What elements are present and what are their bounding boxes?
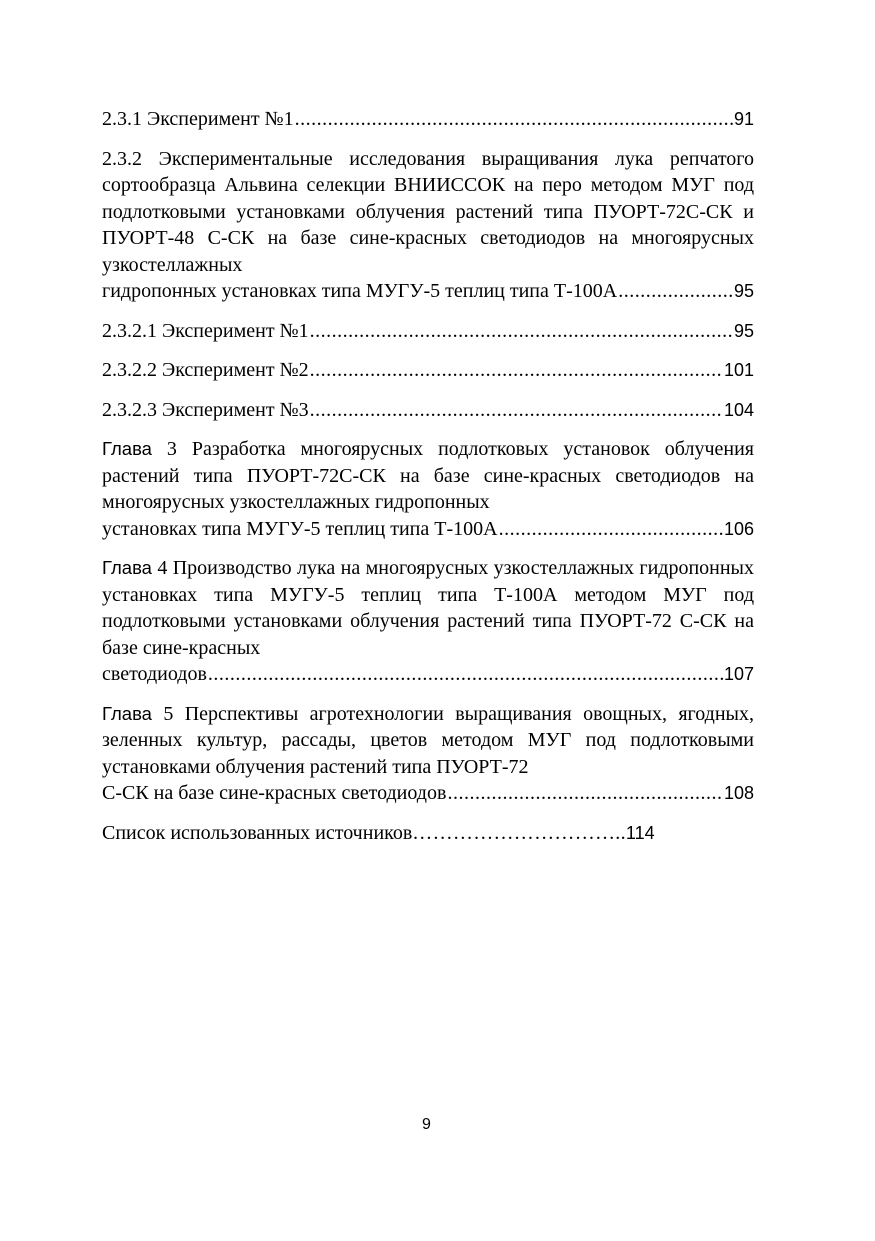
toc-entry-chapter-3[interactable] <box>102 436 759 542</box>
toc-entry-title-end: установках типа МУГУ-5 теплиц типа Т-100А <box>102 517 498 540</box>
toc-entry-2-3-2-2[interactable] <box>102 357 754 384</box>
toc-entry-page: 101 <box>723 360 754 380</box>
toc-entry-title: Список использованных источников <box>102 821 413 844</box>
toc-entry-page: 95 <box>733 281 754 301</box>
toc-entry-page: 114 <box>625 822 655 843</box>
toc-entry-2-3-2-3[interactable] <box>102 397 754 424</box>
toc-entry-title: 2.3.2.1 Эксперимент №1 <box>102 319 309 342</box>
chapter-label: Глава <box>102 438 152 459</box>
toc-entry-chapter-5[interactable] <box>102 701 759 807</box>
toc-entry-title: 2.3.2 Экспериментальные исследования выращивания лука репчатого сортообразца Альвина селекции ВНИИССОК на перо методом МУГ под подлотковыми установками облучения растений типа ПУОРТ-72С-СК и ПУОРТ-48 С-СК на базе сине-красных светодиодов на многоярусных узкостеллажных <box>102 147 759 276</box>
dot-leader: ………………………….. <box>412 821 626 844</box>
chapter-label: Глава <box>102 557 152 578</box>
toc-entry-last-line <box>102 780 754 807</box>
toc-entry-title: 2.3.2.2 Эксперимент №2 <box>102 359 309 381</box>
toc-entry-title-end: С-СК на базе сине-красных светодиодов <box>102 782 447 804</box>
dot-leader <box>208 661 723 688</box>
toc-entry-title: 3 Разработка многоярусных подлотковых установок облучения растений типа ПУОРТ-72С-СК на базе сине-красных светодиодов на многоярусных узкостеллажных гидропонных <box>102 438 759 513</box>
dot-leader <box>499 516 723 543</box>
toc-entry-2-3-2[interactable] <box>102 146 759 305</box>
toc-entry-last-line <box>102 661 754 688</box>
page-number: 9 <box>422 1116 431 1133</box>
dot-leader <box>310 357 723 384</box>
toc-entry-page: 108 <box>723 783 754 803</box>
toc-entry-2-3-2-1[interactable] <box>102 318 754 345</box>
toc-entry-chapter-4[interactable] <box>102 555 759 688</box>
table-of-contents <box>102 106 759 859</box>
dot-leader <box>310 318 733 345</box>
toc-entry-title-end: светодиодов <box>102 663 207 685</box>
toc-entry-last-line <box>102 516 754 543</box>
dot-leader <box>447 780 723 807</box>
toc-entry-page: 106 <box>723 518 754 539</box>
toc-entry-title: 2.3.2.3 Эксперимент №3 <box>102 398 309 421</box>
toc-entry-title: 4 Производство лука на многоярусных узкостеллажных гидропонных установках типа МУГУ-5 теплиц типа Т-100А методом МУГ под подлотковыми установками облучения растений типа ПУОРТ-72 С-СК на базе сине-красных <box>102 557 759 659</box>
dot-leader <box>618 278 733 305</box>
toc-entry-page: 107 <box>723 664 754 684</box>
toc-entry-title: 2.3.1 Эксперимент №1 <box>102 108 294 130</box>
toc-entry-title: 5 Перспективы агротехнологии выращивания овощных, ягодных, зеленных культур, рассады, цветов методом МУГ под подлотковыми установками облучения растений типа ПУОРТ-72 <box>102 702 759 778</box>
toc-entry-2-3-1[interactable] <box>102 106 754 133</box>
toc-entry-title-end: гидропонных установках типа МУГУ-5 теплиц типа Т-100А <box>102 280 618 302</box>
toc-entry-page: 91 <box>733 109 754 129</box>
toc-entry-page: 104 <box>723 399 754 420</box>
dot-leader <box>310 397 723 424</box>
dot-leader <box>295 106 733 133</box>
toc-entry-last-line <box>102 278 754 305</box>
toc-entry-page: 95 <box>733 320 754 341</box>
chapter-label: Глава <box>102 702 152 724</box>
toc-entry-references[interactable] <box>102 820 754 847</box>
